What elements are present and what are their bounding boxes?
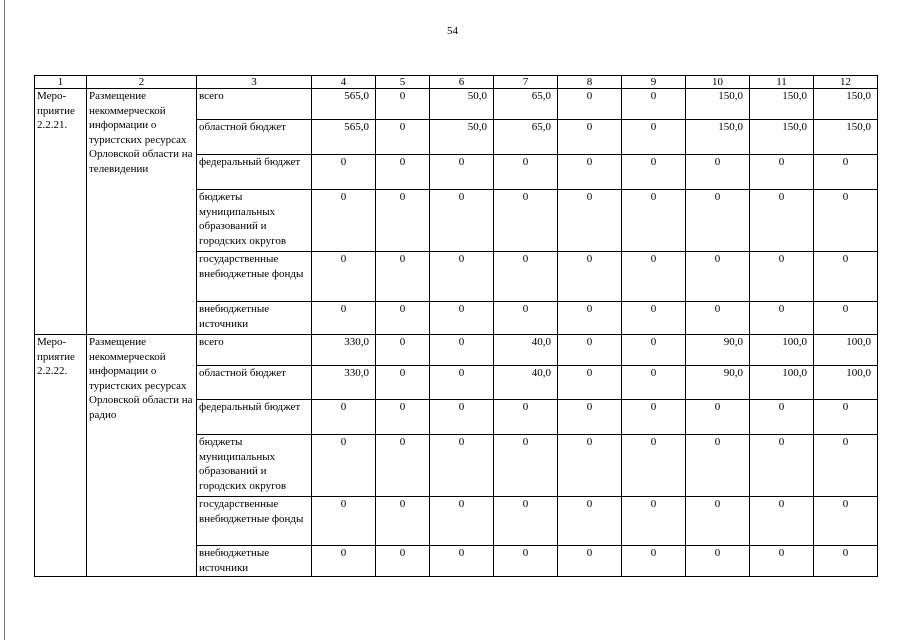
column-header-7: 7 <box>494 76 558 89</box>
measure-title: Размещение некоммерческой информации о туристских ресурсах Орловской области на радио <box>87 335 197 577</box>
value-cell: 40,0 <box>494 366 558 400</box>
value-cell: 0 <box>430 546 494 577</box>
page-number: 54 <box>447 25 458 37</box>
funding-source: государственные внебюджетные фонды <box>197 497 312 546</box>
value-cell: 0 <box>686 497 750 546</box>
value-cell: 0 <box>622 400 686 435</box>
column-header-5: 5 <box>376 76 430 89</box>
funding-table <box>34 75 878 577</box>
column-header-10: 10 <box>686 76 750 89</box>
value-cell: 0 <box>750 400 814 435</box>
value-cell: 0 <box>686 400 750 435</box>
value-cell: 0 <box>814 400 878 435</box>
value-cell: 0 <box>376 400 430 435</box>
table-row <box>35 89 878 120</box>
measure-title: Размещение некоммерческой информации о туристских ресурсах Орловской области на телевидении <box>87 89 197 335</box>
value-cell: 0 <box>622 366 686 400</box>
value-cell: 0 <box>376 497 430 546</box>
funding-source: областной бюджет <box>197 120 312 155</box>
value-cell: 90,0 <box>686 335 750 366</box>
value-cell: 0 <box>430 335 494 366</box>
value-cell: 100,0 <box>750 335 814 366</box>
value-cell: 0 <box>558 366 622 400</box>
value-cell: 0 <box>376 120 430 155</box>
value-cell: 0 <box>494 435 558 497</box>
value-cell: 0 <box>430 302 494 335</box>
value-cell: 0 <box>558 89 622 120</box>
value-cell: 0 <box>558 155 622 190</box>
value-cell: 0 <box>558 252 622 302</box>
value-cell: 0 <box>686 155 750 190</box>
value-cell: 0 <box>622 89 686 120</box>
value-cell: 0 <box>376 89 430 120</box>
funding-source: федеральный бюджет <box>197 155 312 190</box>
value-cell: 150,0 <box>814 120 878 155</box>
value-cell: 0 <box>750 497 814 546</box>
value-cell: 50,0 <box>430 89 494 120</box>
value-cell: 0 <box>686 546 750 577</box>
funding-source: государственные внебюджетные фонды <box>197 252 312 302</box>
value-cell: 0 <box>558 302 622 335</box>
value-cell: 100,0 <box>814 335 878 366</box>
funding-source: всего <box>197 335 312 366</box>
value-cell: 0 <box>494 302 558 335</box>
value-cell: 0 <box>312 497 376 546</box>
value-cell: 0 <box>312 302 376 335</box>
value-cell: 0 <box>814 155 878 190</box>
funding-source: бюджеты муниципальных образований и городских округов <box>197 435 312 497</box>
value-cell: 0 <box>686 190 750 252</box>
value-cell: 50,0 <box>430 120 494 155</box>
value-cell: 0 <box>814 435 878 497</box>
value-cell: 40,0 <box>494 335 558 366</box>
value-cell: 0 <box>814 302 878 335</box>
funding-source: всего <box>197 89 312 120</box>
value-cell: 0 <box>814 546 878 577</box>
value-cell: 0 <box>622 497 686 546</box>
value-cell: 0 <box>430 252 494 302</box>
value-cell: 0 <box>814 252 878 302</box>
header-row <box>35 76 878 89</box>
value-cell: 0 <box>376 546 430 577</box>
value-cell: 0 <box>312 190 376 252</box>
funding-source: федеральный бюджет <box>197 400 312 435</box>
value-cell: 0 <box>376 302 430 335</box>
value-cell: 0 <box>558 497 622 546</box>
value-cell: 0 <box>558 190 622 252</box>
value-cell: 150,0 <box>750 120 814 155</box>
table-row <box>35 335 878 366</box>
value-cell: 330,0 <box>312 335 376 366</box>
value-cell: 0 <box>430 400 494 435</box>
column-header-8: 8 <box>558 76 622 89</box>
value-cell: 0 <box>622 546 686 577</box>
column-header-1: 1 <box>35 76 87 89</box>
value-cell: 0 <box>750 252 814 302</box>
value-cell: 0 <box>622 335 686 366</box>
value-cell: 0 <box>814 190 878 252</box>
value-cell: 0 <box>312 546 376 577</box>
value-cell: 150,0 <box>750 89 814 120</box>
value-cell: 0 <box>312 155 376 190</box>
value-cell: 0 <box>622 190 686 252</box>
value-cell: 150,0 <box>814 89 878 120</box>
column-header-6: 6 <box>430 76 494 89</box>
value-cell: 565,0 <box>312 120 376 155</box>
funding-source: внебюджетные источники <box>197 302 312 335</box>
value-cell: 65,0 <box>494 120 558 155</box>
value-cell: 0 <box>494 546 558 577</box>
value-cell: 0 <box>376 252 430 302</box>
column-header-9: 9 <box>622 76 686 89</box>
value-cell: 0 <box>686 252 750 302</box>
value-cell: 0 <box>494 497 558 546</box>
value-cell: 65,0 <box>494 89 558 120</box>
value-cell: 0 <box>558 400 622 435</box>
value-cell: 0 <box>376 366 430 400</box>
value-cell: 150,0 <box>686 120 750 155</box>
value-cell: 0 <box>622 252 686 302</box>
value-cell: 0 <box>430 155 494 190</box>
column-header-2: 2 <box>87 76 197 89</box>
value-cell: 0 <box>376 155 430 190</box>
value-cell: 0 <box>494 190 558 252</box>
value-cell: 0 <box>750 302 814 335</box>
value-cell: 150,0 <box>686 89 750 120</box>
value-cell: 0 <box>558 435 622 497</box>
value-cell: 0 <box>686 435 750 497</box>
value-cell: 100,0 <box>814 366 878 400</box>
measure-code: Меро-приятие 2.2.21. <box>35 89 87 335</box>
value-cell: 0 <box>622 435 686 497</box>
value-cell: 0 <box>494 155 558 190</box>
value-cell: 0 <box>494 400 558 435</box>
value-cell: 0 <box>430 366 494 400</box>
value-cell: 0 <box>750 546 814 577</box>
value-cell: 0 <box>430 435 494 497</box>
value-cell: 0 <box>622 120 686 155</box>
column-header-11: 11 <box>750 76 814 89</box>
value-cell: 0 <box>312 400 376 435</box>
value-cell: 0 <box>750 155 814 190</box>
value-cell: 90,0 <box>686 366 750 400</box>
column-header-12: 12 <box>814 76 878 89</box>
column-header-4: 4 <box>312 76 376 89</box>
value-cell: 0 <box>376 335 430 366</box>
value-cell: 0 <box>814 497 878 546</box>
value-cell: 0 <box>312 435 376 497</box>
value-cell: 0 <box>494 252 558 302</box>
measure-code: Меро-приятие 2.2.22. <box>35 335 87 577</box>
value-cell: 0 <box>558 546 622 577</box>
value-cell: 0 <box>376 435 430 497</box>
value-cell: 0 <box>750 435 814 497</box>
value-cell: 100,0 <box>750 366 814 400</box>
value-cell: 0 <box>376 190 430 252</box>
value-cell: 0 <box>430 190 494 252</box>
column-header-3: 3 <box>197 76 312 89</box>
value-cell: 0 <box>430 497 494 546</box>
value-cell: 565,0 <box>312 89 376 120</box>
value-cell: 0 <box>558 335 622 366</box>
value-cell: 0 <box>622 155 686 190</box>
value-cell: 0 <box>622 302 686 335</box>
value-cell: 0 <box>558 120 622 155</box>
funding-source: внебюджетные источники <box>197 546 312 577</box>
funding-source: бюджеты муниципальных образований и городских округов <box>197 190 312 252</box>
value-cell: 330,0 <box>312 366 376 400</box>
funding-source: областной бюджет <box>197 366 312 400</box>
value-cell: 0 <box>312 252 376 302</box>
value-cell: 0 <box>686 302 750 335</box>
value-cell: 0 <box>750 190 814 252</box>
scan-edge-line <box>4 0 5 640</box>
